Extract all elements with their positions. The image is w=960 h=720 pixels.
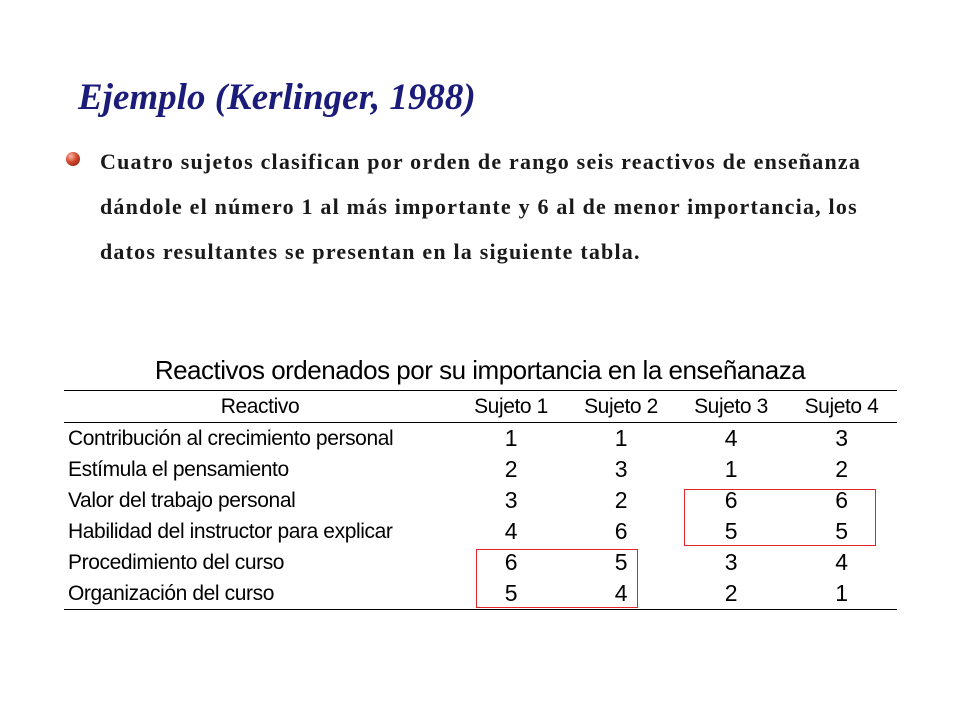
rank-cell: 3 [504,487,518,513]
rank-cell: 6 [504,549,518,575]
rank-cell: 1 [504,425,518,451]
highlight-box-sujetos-1-2 [476,549,638,608]
rank-cell: 1 [724,456,738,482]
rank-cell: 6 [724,487,738,513]
row-item: Procedimiento del curso [68,550,285,574]
rank-cell: 3 [614,456,628,482]
rank-cell: 4 [504,518,518,544]
header-sujeto-1: Sujeto 1 [456,391,566,423]
row-item: Organización del curso [68,581,274,605]
table-header-row [64,391,897,423]
rank-cell: 3 [724,549,738,575]
slide-title: Ejemplo (Kerlinger, 1988) [78,77,476,118]
rank-cell: 1 [614,425,628,451]
rank-cell: 6 [835,487,848,513]
rank-cell: 4 [724,425,738,451]
rank-cell: 5 [614,549,628,575]
row-item: Valor del trabajo personal [68,488,296,512]
table-row [64,423,897,455]
rank-cell: 4 [614,580,628,606]
rank-cell: 5 [504,580,518,606]
rank-cell: 1 [835,580,848,606]
row-item: Contribución al crecimiento personal [68,426,394,450]
header-reactivo: Reactivo [64,391,456,423]
rank-cell: 2 [835,456,848,482]
red-sphere-bullet-icon [66,152,80,166]
header-sujeto-3: Sujeto 3 [676,391,786,423]
bullet-text: Cuatro sujetos clasifican por orden de rango seis reactivos de enseñanza dándole el número 1 al más importante y 6 al de menor importancia, los datos resultantes se presentan en la siguiente tabla. [100,149,862,264]
rank-cell: 2 [504,456,518,482]
header-sujeto-2: Sujeto 2 [566,391,676,423]
row-item: Estímula el pensamiento [68,457,289,481]
table-row [64,454,897,485]
rank-cell: 6 [614,518,628,544]
rank-cell: 4 [835,549,848,575]
row-item: Habilidad del instructor para explicar [68,519,393,543]
rank-cell: 2 [724,580,738,606]
table-caption: Reactivos ordenados por su importancia en la enseñanaza [154,355,806,385]
header-sujeto-4: Sujeto 4 [786,391,897,423]
rank-cell: 2 [614,487,628,513]
rank-cell: 3 [835,425,848,451]
highlight-box-sujetos-3-4 [684,489,876,546]
rank-cell: 5 [724,518,738,544]
rank-cell: 5 [835,518,848,544]
